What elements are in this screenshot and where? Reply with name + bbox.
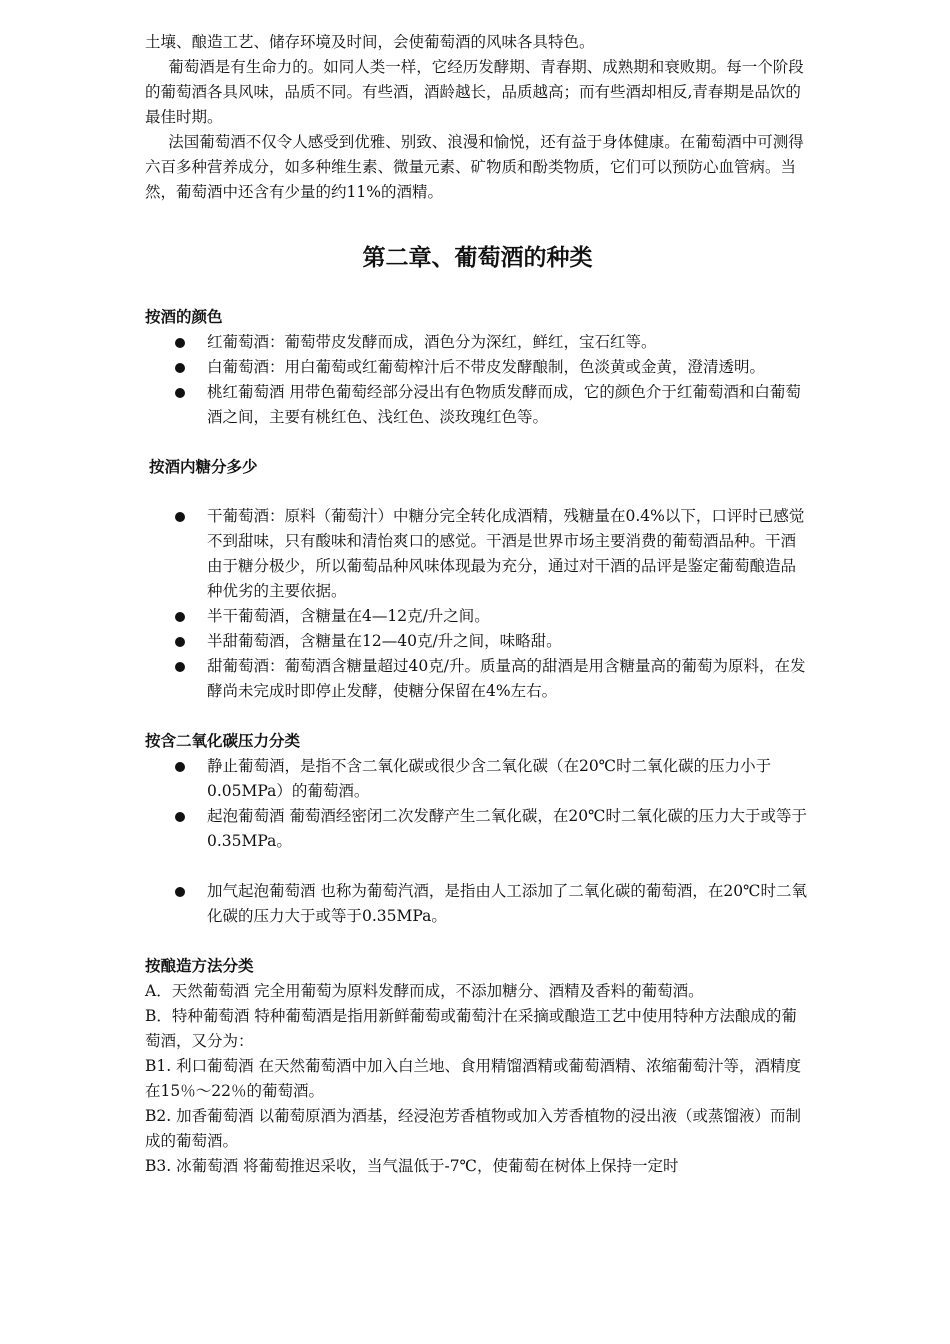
intro-paragraph-1: 土壤、酿造工艺、储存环境及时间，会使葡萄酒的风味各具特色。 [145, 33, 595, 51]
list-item: 起泡葡萄酒 葡萄酒经密闭二次发酵产生二氧化碳，在20℃时二氧化碳的压力大于或等于0.35MPa。 [145, 804, 810, 854]
bullet-icon [175, 338, 185, 348]
intro-paragraph-3: 法国葡萄酒不仅令人感受到优雅、别致、浪漫和愉悦，还有益于身体健康。在葡萄酒中可测得六百多种营养成分，如多种维生素、微量元素、矿物质和酚类物质，它们可以预防心血管病。当然，葡萄酒中还含有少量的约11%的酒精。 [145, 133, 804, 201]
method-paragraph-b3: B3. 冰葡萄酒 将葡萄推迟采收，当气温低于-7℃，使葡萄在树体上保持一定时 [145, 1157, 679, 1175]
method-paragraph-b1: B1. 利口葡萄酒 在天然葡萄酒中加入白兰地、食用精馏酒精或葡萄酒精、浓缩葡萄汁等，酒精度在15％～22％的葡萄酒。 [145, 1057, 802, 1100]
method-paragraph-b2: B2. 加香葡萄酒 以葡萄原酒为酒基，经浸泡芳香植物或加入芳香植物的浸出液（或蒸馏液）而制成的葡萄酒。 [145, 1107, 802, 1150]
method-section-heading: 按酿造方法分类 [145, 957, 254, 975]
color-section-heading: 按酒的颜色 [145, 308, 223, 326]
sugar-list [145, 504, 810, 704]
color-list [145, 330, 810, 430]
co2-section-heading: 按含二氧化碳压力分类 [145, 732, 301, 750]
co2-list [145, 754, 810, 929]
bullet-icon [175, 662, 185, 672]
bullet-icon [175, 612, 185, 622]
bullet-icon [175, 637, 185, 647]
method-paragraph-b: B．特种葡萄酒 特种葡萄酒是指用新鲜葡萄或葡萄汁在采摘或酿造工艺中使用特种方法酿成的葡萄酒，又分为： [145, 1007, 797, 1050]
list-item: 干葡萄酒：原料（葡萄汁）中糖分完全转化成酒精，残糖量在0.4%以下，口评时已感觉不到甜味，只有酸味和清怡爽口的感觉。干酒是世界市场主要消费的葡萄酒品种。干酒由于糖分极少，所以葡萄品种风味体现最为充分，通过对干酒的品评是鉴定葡萄酿造品种优劣的主要依据。 [145, 504, 810, 604]
list-item: 桃红葡萄酒 用带色葡萄经部分浸出有色物质发酵而成，它的颜色介于红葡萄酒和白葡萄酒之间，主要有桃红色、浅红色、淡玫瑰红色等。 [145, 380, 810, 430]
bullet-icon [175, 762, 185, 772]
method-paragraph-a: A．天然葡萄酒 完全用葡萄为原料发酵而成，不添加糖分、酒精及香料的葡萄酒。 [145, 982, 704, 1000]
bullet-icon [175, 363, 185, 373]
list-item: 加气起泡葡萄酒 也称为葡萄汽酒，是指由人工添加了二氧化碳的葡萄酒，在20℃时二氧化碳的压力大于或等于0.35MPa。 [145, 879, 810, 929]
list-item: 白葡萄酒：用白葡萄或红葡萄榨汁后不带皮发酵酿制，色淡黄或金黄，澄清透明。 [145, 355, 810, 380]
list-item: 半甜葡萄酒，含糖量在12—40克/升之间，味略甜。 [145, 629, 810, 654]
chapter-title: 第二章、葡萄酒的种类 [362, 245, 593, 271]
sugar-section-heading: 按酒内糖分多少 [149, 458, 258, 476]
bullet-icon [175, 887, 185, 897]
list-item: 静止葡萄酒，是指不含二氧化碳或很少含二氧化碳（在20℃时二氧化碳的压力小于0.05MPa）的葡萄酒。 [145, 754, 810, 804]
document-page [145, 30, 810, 1179]
list-item: 半干葡萄酒，含糖量在4—12克/升之间。 [145, 604, 810, 629]
bullet-icon [175, 512, 185, 522]
bullet-icon [175, 388, 185, 398]
list-item: 红葡萄酒：葡萄带皮发酵而成，酒色分为深红，鲜红，宝石红等。 [145, 330, 810, 355]
list-item: 甜葡萄酒：葡萄酒含糖量超过40克/升。质量高的甜酒是用含糖量高的葡萄为原料，在发酵尚未完成时即停止发酵，使糖分保留在4%左右。 [145, 654, 810, 704]
intro-paragraph-2: 葡萄酒是有生命力的。如同人类一样，它经历发酵期、青春期、成熟期和衰败期。每一个阶段的葡萄酒各具风味，品质不同。有些酒，酒龄越长，品质越高；而有些酒却相反,青春期是品饮的最佳时期。 [145, 58, 804, 126]
bullet-icon [175, 812, 185, 822]
